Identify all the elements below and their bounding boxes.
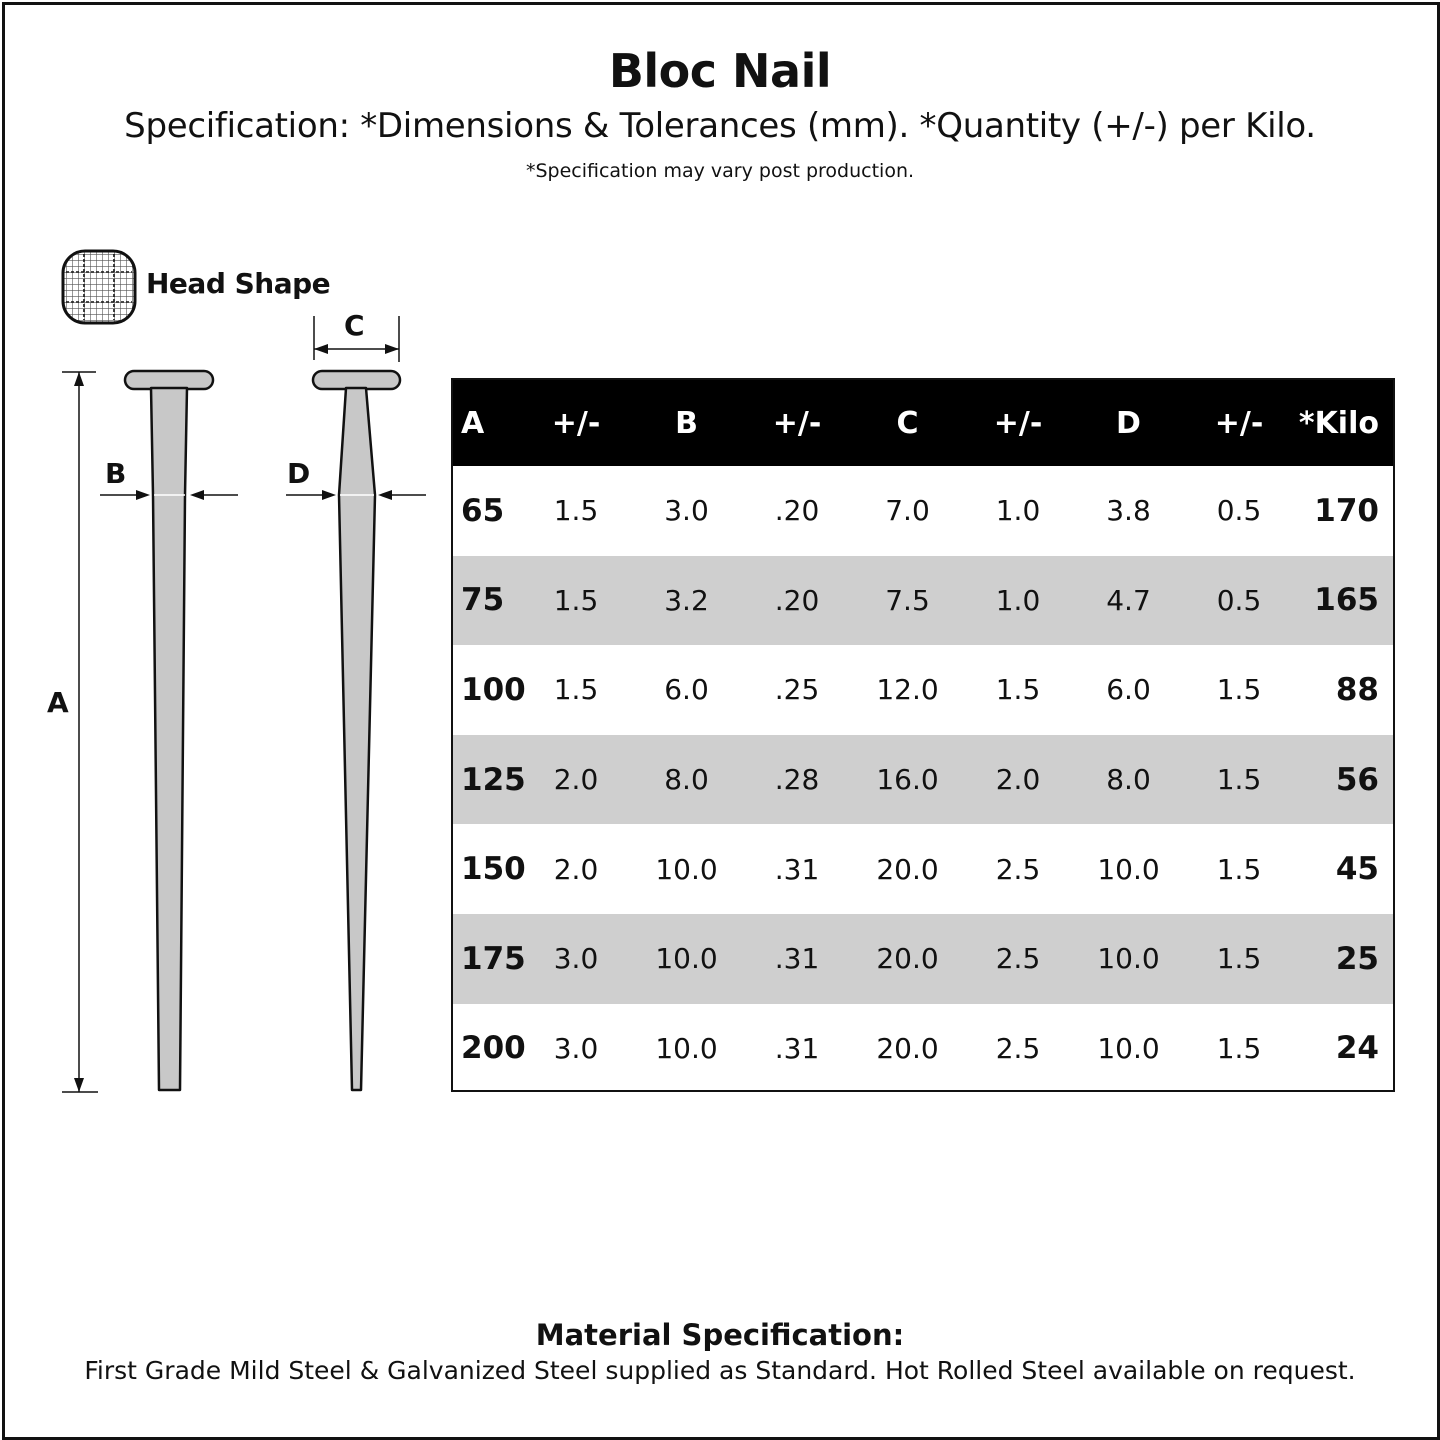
cell-c-tolerance: 2.5 <box>995 1031 1041 1065</box>
table-row <box>453 1004 1393 1094</box>
cell-d-tolerance: 0.5 <box>1216 494 1262 528</box>
dimension-a-label: A <box>47 686 69 719</box>
cell-a: 75 <box>461 582 505 619</box>
cell-d-tolerance: 1.5 <box>1216 1031 1262 1065</box>
cell-a: 125 <box>461 761 526 798</box>
cell-a-tolerance: 1.5 <box>553 673 599 707</box>
header-c: C <box>896 405 919 441</box>
specification-table <box>451 378 1395 1092</box>
cell-d-tolerance: 1.5 <box>1216 673 1262 707</box>
cell-c-tolerance: 2.5 <box>995 852 1041 886</box>
dimension-d-label: D <box>287 457 311 490</box>
header-d: D <box>1116 405 1141 441</box>
table-row <box>453 556 1393 646</box>
header-b-tolerance: +/- <box>772 405 822 441</box>
cell-b: 3.0 <box>664 494 709 528</box>
cell-c: 20.0 <box>876 852 939 886</box>
cell-a: 175 <box>461 940 526 977</box>
cell-d-tolerance: 1.5 <box>1216 942 1262 976</box>
cell-a-tolerance: 1.5 <box>553 494 599 528</box>
cell-a: 150 <box>461 851 526 888</box>
cell-kilo: 170 <box>1314 492 1379 529</box>
dimension-c-label: C <box>344 309 365 342</box>
table-row <box>453 645 1393 735</box>
cell-kilo: 88 <box>1335 671 1379 708</box>
cell-d: 10.0 <box>1097 852 1160 886</box>
dimension-a-line <box>62 372 98 1092</box>
cell-c-tolerance: 1.5 <box>995 673 1041 707</box>
cell-a-tolerance: 3.0 <box>553 942 599 976</box>
cell-a-tolerance: 2.0 <box>553 763 599 797</box>
table-header <box>453 380 1393 466</box>
cell-c: 20.0 <box>876 1031 939 1065</box>
cell-kilo: 25 <box>1335 940 1379 977</box>
header-kilo: *Kilo <box>1298 405 1379 441</box>
table-row <box>453 824 1393 914</box>
cell-a: 100 <box>461 671 526 708</box>
cell-d: 4.7 <box>1106 583 1151 617</box>
cell-c: 16.0 <box>876 763 939 797</box>
cell-d: 3.8 <box>1106 494 1151 528</box>
cell-c-tolerance: 2.0 <box>995 763 1041 797</box>
cell-d: 8.0 <box>1106 763 1151 797</box>
cell-d: 10.0 <box>1097 942 1160 976</box>
cell-d-tolerance: 0.5 <box>1216 583 1262 617</box>
cell-b-tolerance: .25 <box>774 673 820 707</box>
cell-b: 6.0 <box>664 673 709 707</box>
nail-side-view <box>125 371 213 1090</box>
cell-kilo: 45 <box>1335 851 1379 888</box>
cell-b: 10.0 <box>655 942 718 976</box>
cell-b: 3.2 <box>664 583 709 617</box>
cell-b-tolerance: .31 <box>774 942 820 976</box>
cell-b: 8.0 <box>664 763 709 797</box>
cell-b-tolerance: .28 <box>774 763 820 797</box>
cell-b-tolerance: .20 <box>774 494 820 528</box>
cell-b: 10.0 <box>655 1031 718 1065</box>
cell-c: 7.0 <box>885 494 930 528</box>
nail-front-view <box>313 371 400 1090</box>
header-c-tolerance: +/- <box>993 405 1043 441</box>
header-a-tolerance: +/- <box>551 405 601 441</box>
cell-d: 6.0 <box>1106 673 1151 707</box>
header-d-tolerance: +/- <box>1214 405 1264 441</box>
page-subtitle: Specification: *Dimensions & Tolerances (mm). *Quantity (+/-) per Kilo. <box>124 106 1316 146</box>
head-shape-label: Head Shape <box>146 267 331 300</box>
cell-d-tolerance: 1.5 <box>1216 852 1262 886</box>
material-spec-text: First Grade Mild Steel & Galvanized Steel supplied as Standard. Hot Rolled Steel available on request. <box>84 1356 1356 1385</box>
cell-kilo: 24 <box>1335 1030 1379 1067</box>
cell-c-tolerance: 1.0 <box>995 583 1041 617</box>
header-a: A <box>461 405 485 441</box>
header-b: B <box>675 405 698 441</box>
cell-kilo: 56 <box>1335 761 1379 798</box>
cell-a: 65 <box>461 492 505 529</box>
cell-c: 12.0 <box>876 673 939 707</box>
cell-b-tolerance: .31 <box>774 1031 820 1065</box>
cell-d-tolerance: 1.5 <box>1216 763 1262 797</box>
cell-b-tolerance: .20 <box>774 583 820 617</box>
cell-c: 20.0 <box>876 942 939 976</box>
cell-a-tolerance: 2.0 <box>553 852 599 886</box>
cell-kilo: 165 <box>1314 582 1379 619</box>
cell-a: 200 <box>461 1030 526 1067</box>
cell-c: 7.5 <box>885 583 930 617</box>
cell-c-tolerance: 2.5 <box>995 942 1041 976</box>
cell-a-tolerance: 1.5 <box>553 583 599 617</box>
cell-d: 10.0 <box>1097 1031 1160 1065</box>
material-spec-title: Material Specification: <box>535 1318 905 1352</box>
cell-c-tolerance: 1.0 <box>995 494 1041 528</box>
table-row <box>453 914 1393 1004</box>
page-title: Bloc Nail <box>608 44 832 98</box>
dimension-b-label: B <box>105 457 127 490</box>
cell-b-tolerance: .31 <box>774 852 820 886</box>
table-row <box>453 735 1393 825</box>
cell-a-tolerance: 3.0 <box>553 1031 599 1065</box>
cell-b: 10.0 <box>655 852 718 886</box>
specification-note: *Specification may vary post production. <box>525 160 915 182</box>
table-row <box>453 466 1393 556</box>
